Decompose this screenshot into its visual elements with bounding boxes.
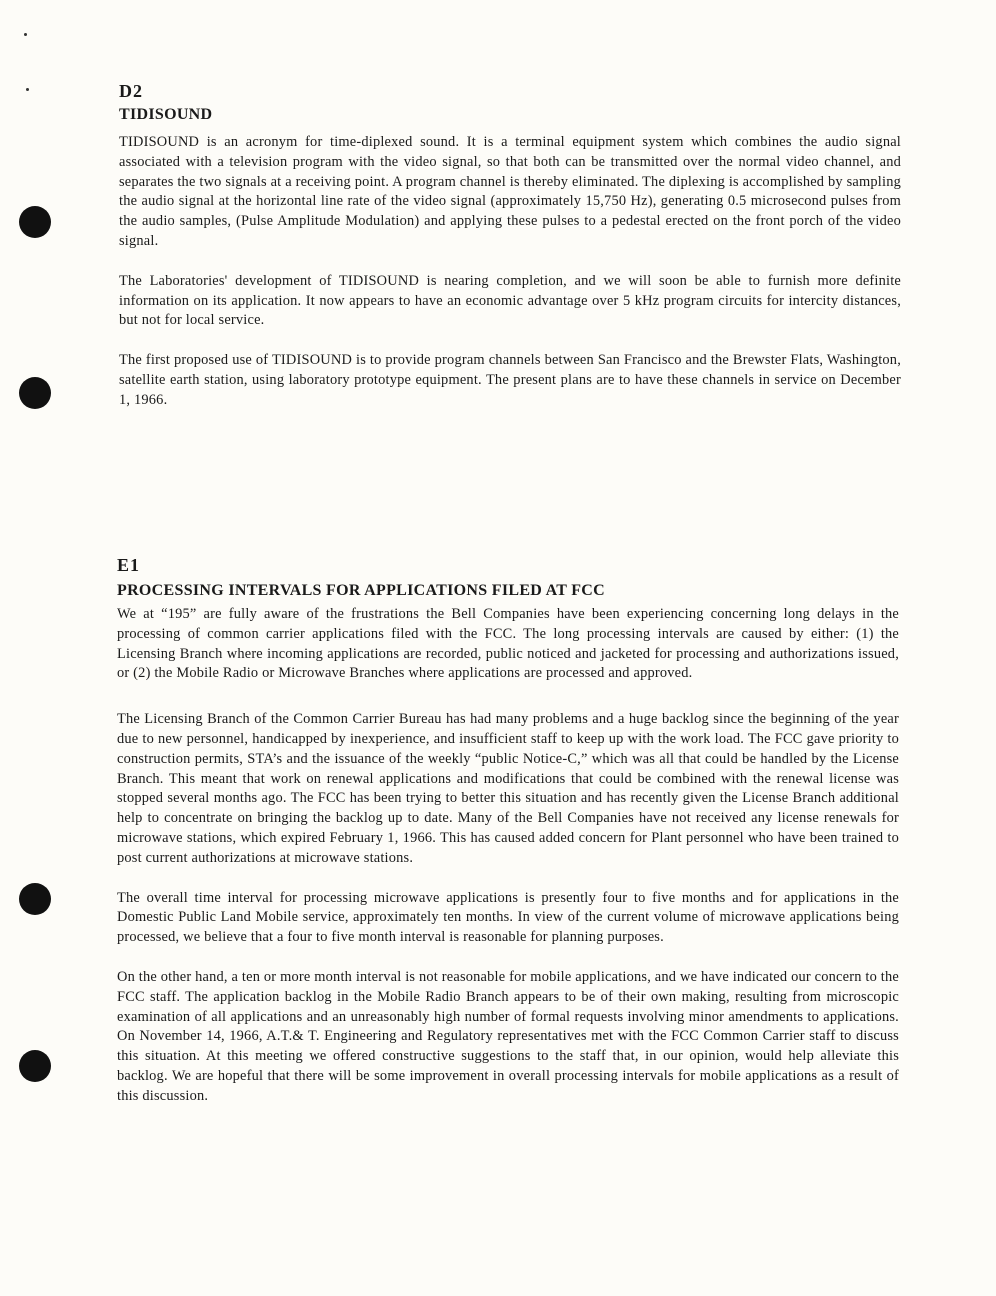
paragraph: The first proposed use of TIDISOUND is to provide program channels between San Francisco and the Brewster Flats, Washington, satellite earth station, using laboratory prototype equipment. The present plans are to have these channels in service on December 1, 1966.: [119, 352, 901, 408]
section-code: D2: [119, 81, 143, 101]
section-code: E1: [117, 555, 141, 575]
punch-hole-3: [19, 883, 51, 915]
punch-hole-2: [19, 377, 51, 409]
punch-hole-4: [19, 1050, 51, 1082]
paragraph: The overall time interval for processing microwave applications is presently four to five months and for applications in the Domestic Public Land Mobile service, approximately ten months. In view of the current volume of microwave applications being processed, we believe that a four to five month interval is reasonable for planning purposes.: [117, 889, 899, 946]
paragraph: The Laboratories' development of TIDISOUND is nearing completion, and we will soon be able to furnish more definite information on its application. It now appears to have an economic advantage over 5 kHz program circuits for intercity distances, but not for local service.: [119, 272, 901, 329]
section-title: TIDISOUND: [119, 106, 213, 123]
paper-speck: [24, 33, 27, 36]
section-d2: [119, 80, 901, 411]
paragraph: The Licensing Branch of the Common Carrier Bureau has had many problems and a huge backlog since the beginning of the year due to new personnel, handicapped by inexperience, and insufficient staff to keep up with the work load. The FCC gave priority to construction permits, STA’s and the issuance of the weekly “public Notice-C,” which was all that could be handled by the License Branch. This meant that work on renewal applications and modifications that could be combined with the renewal license was stopped several months ago. The FCC has been trying to better this situation and has recently given the License Branch additional help to concentrate on bringing the backlog up to date. Many of the Bell Companies have not received any license renewals for microwave stations, which expired February 1, 1966. This has caused added concern for Plant personnel who have been trained to post current authorizations at microwave stations.: [117, 711, 899, 866]
punch-hole-1: [19, 206, 51, 238]
paper-speck: [26, 88, 29, 91]
section-e1: [117, 554, 899, 1107]
paragraph: TIDISOUND is an acronym for time-diplexed sound. It is a terminal equipment system which combines the audio signal associated with a television program with the video signal, so that both can be transmitted over the normal video channel, and separates the two signals at a receiving point. A program channel is thereby eliminated. The diplexing is accomplished by sampling the audio signal at the horizontal line rate of the video signal (approximately 15,750 Hz), generating 0.5 microsecond pulses from the audio samples, (Pulse Amplitude Modulation) and applying these pulses to a pedestal erected on the front porch of the video signal.: [119, 134, 901, 249]
paragraph: On the other hand, a ten or more month interval is not reasonable for mobile applications, and we have indicated our concern to the FCC staff. The application backlog in the Mobile Radio Branch appears to be of their own making, resulting from microscopic examination of all applications and an unreasonably high number of formal requests involving minor amendments to applications. On November 14, 1966, A.T.& T. Engineering and Regulatory representatives met with the FCC Common Carrier staff to discuss this situation. At this meeting we offered constructive suggestions to the staff that, in our opinion, would help alleviate this backlog. We are hopeful that there will be some improvement in overall processing intervals for mobile applications as a result of this discussion.: [117, 968, 899, 1104]
paragraph: We at “195” are fully aware of the frustrations the Bell Companies have been experiencing concerning long delays in the processing of common carrier applications filed with the FCC. The long processing intervals are caused by either: (1) the Licensing Branch where incoming applications are recorded, public noticed and jacketed for processing and authorizations issued, or (2) the Mobile Radio or Microwave Branches where applications are processed and approved.: [117, 606, 899, 682]
section-title: PROCESSING INTERVALS FOR APPLICATIONS FILED AT FCC: [117, 582, 606, 599]
